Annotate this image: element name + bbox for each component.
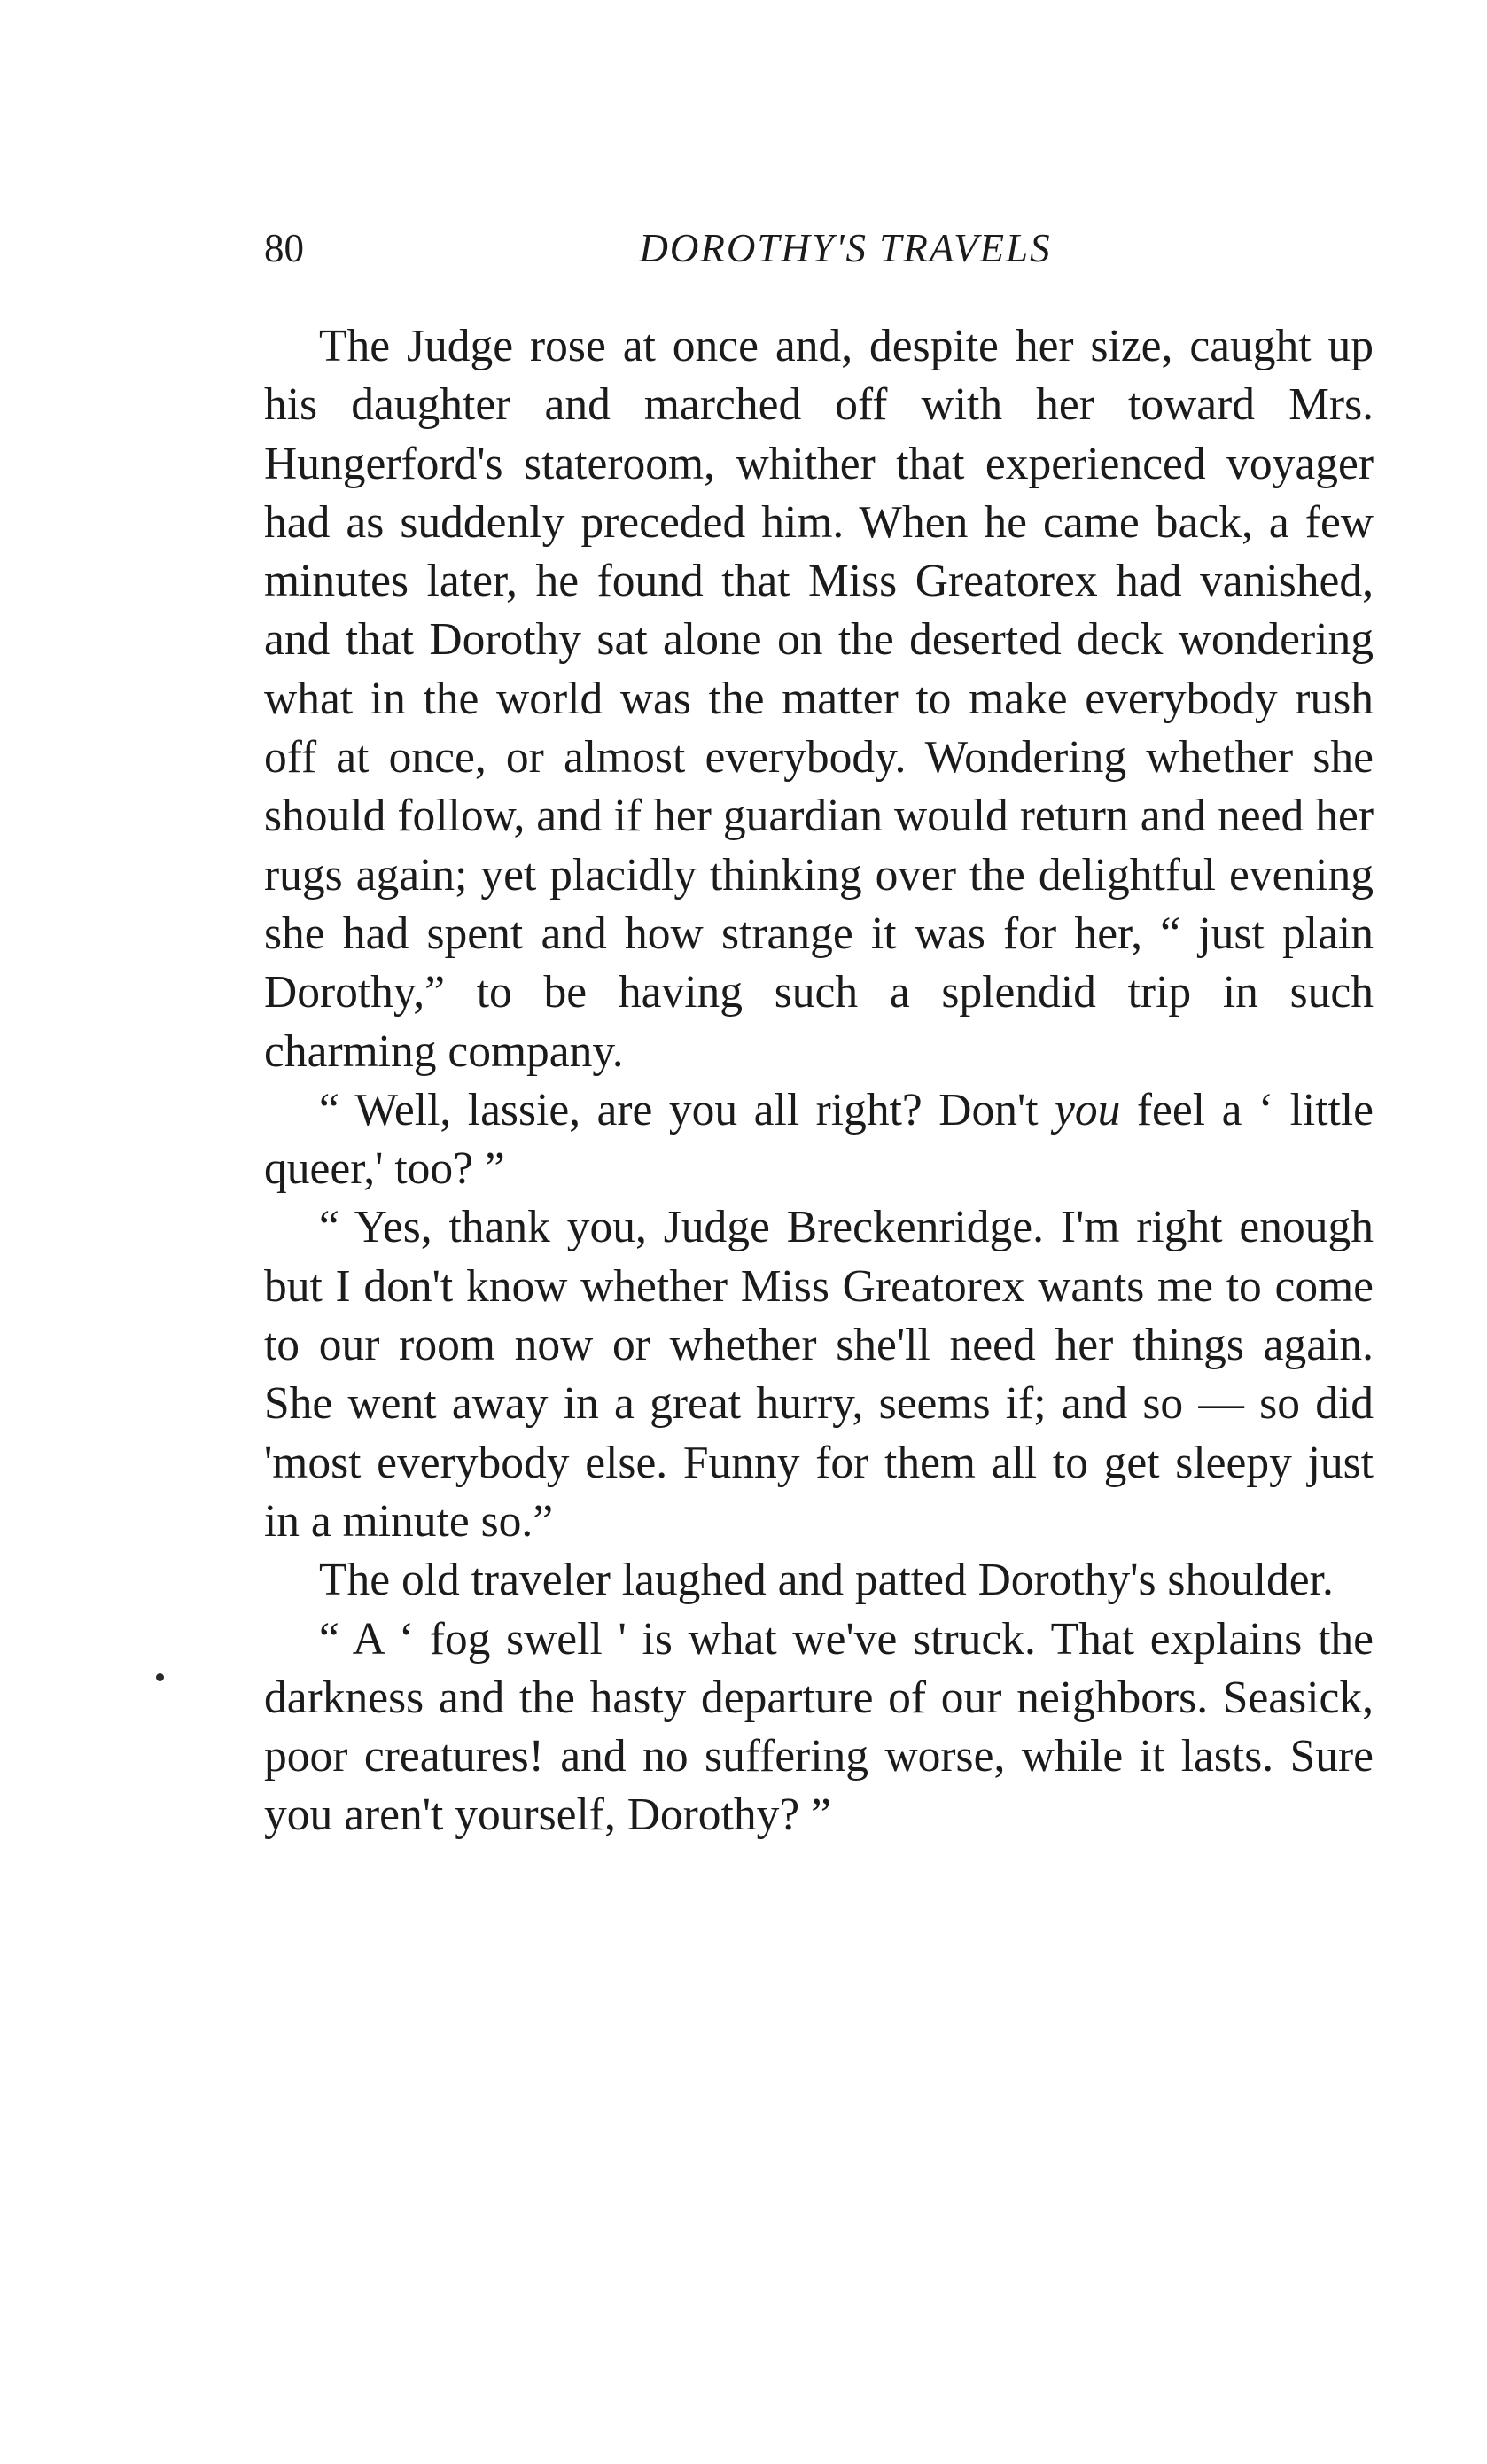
page-number: 80 [264, 226, 304, 270]
paragraph-5: “ A ‘ fog swell ' is what we've struck. That explains the darkness and the hasty departure of our neighbors. Seasick, poor creatures! and no suffering worse, while it lasts. Sure you aren't yourself, Dorothy? ” [264, 1613, 1374, 1841]
paragraph-2 [264, 1081, 1374, 1199]
paragraph-2-emphasis: you [1055, 1084, 1121, 1135]
paragraph-2-end: feel a ‘ little queer,' too? ” [264, 1084, 1374, 1195]
running-head [264, 220, 1374, 277]
ink-speck [156, 1673, 164, 1681]
body-text [264, 317, 1374, 1845]
paragraph-1: The Judge rose at once and, despite her size, caught up his daughter and marched off with her toward Mrs. Hungerford's stateroom, whither that experienced voyager had as suddenly preceded him. When he came back, a few minutes later, he found that Miss Greatorex had vanished, and that Dorothy sat alone on the deserted deck wondering what in the world was the matter to make everybody rush off at once, or almost everybody. Wondering whether she should follow, and if her guardian would return and need her rugs again; yet placidly thinking over the delightful evening she had spent and how strange it was for her, “ just plain Dorothy,” to be having such a splendid trip in such charming company. [264, 321, 1374, 1077]
paragraph-4: The old traveler laughed and patted Dorothy's shoulder. [319, 1555, 1334, 1606]
paragraph-3: “ Yes, thank you, Judge Breckenridge. I'm right enough but I don't know whether Miss Greatorex wants me to come to our room now or whether she'll need her things again. She went away in a great hurry, seems if; and so — so did 'most everybody else. Funny for them all to get sleepy just in a minute so.” [264, 1202, 1374, 1547]
paragraph-2-start: “ Well, lassie, are you all right? Don't [319, 1084, 1055, 1135]
running-title: DOROTHY'S TRAVELS [639, 226, 1052, 270]
